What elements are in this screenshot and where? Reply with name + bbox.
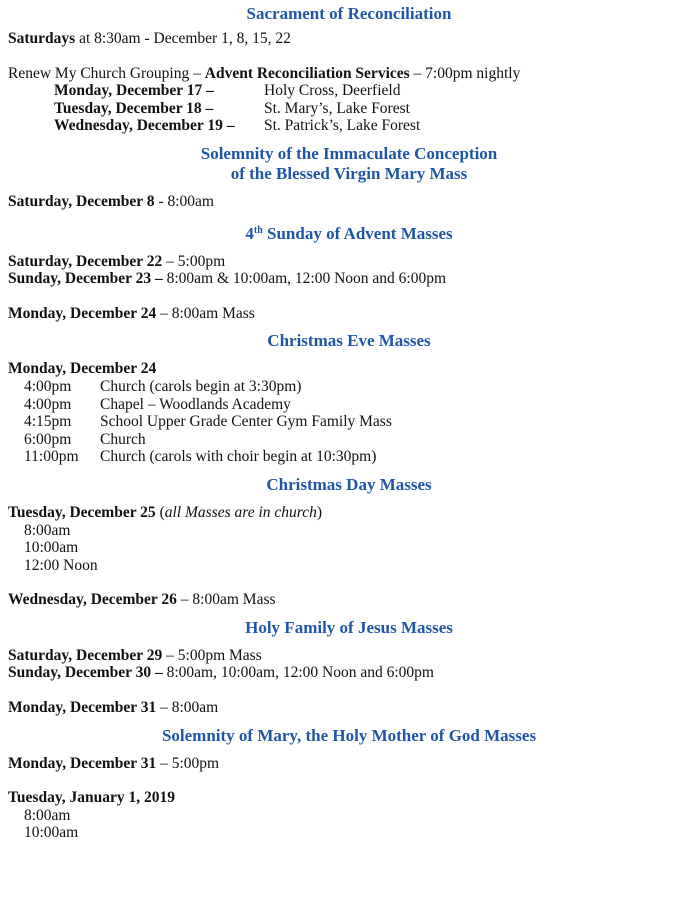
saturdays-text: at 8:30am - December 1, 8, 15, 22 — [75, 30, 291, 47]
wednesday-text: – 8:00am Mass — [176, 591, 276, 609]
holy-family-row-text: 8:00am, 10:00am, 12:00 Noon and 6:00pm — [162, 664, 434, 682]
christmas-day-date: Tuesday, December 25 — [8, 503, 156, 521]
mass-location: Church — [100, 430, 146, 448]
christmas-day-date-line — [8, 504, 680, 522]
mass-time: 6:00pm — [24, 430, 72, 448]
holy-family-monday-date: Monday, December 31 — [8, 699, 157, 717]
mass-time: 4:00pm — [24, 377, 72, 395]
christmas-eve-item — [8, 448, 680, 466]
christmas-eve-item — [8, 431, 680, 449]
service-row — [8, 82, 680, 100]
reconciliation-heading: Sacrament of Reconciliation — [246, 4, 452, 23]
immaculate-date: Saturday, December 8 — [8, 192, 155, 210]
schedule-page — [8, 4, 680, 842]
advent4-heading — [18, 224, 680, 244]
holy-family-row-date: Sunday, December 30 – — [8, 664, 163, 682]
christmas-day-note: all Masses are in church — [164, 503, 317, 521]
christmas-day-time: 12:00 Noon — [24, 556, 98, 574]
january-time: 10:00am — [24, 824, 79, 842]
saturdays-line — [8, 30, 680, 48]
service-day: Monday, December 17 – — [54, 82, 214, 100]
advent4-row-date: Sunday, December 23 – — [8, 270, 163, 288]
service-place: St. Patrick’s, Lake Forest — [264, 117, 421, 135]
christmas-eve-item — [8, 413, 680, 431]
holy-family-monday-text: – 8:00am — [156, 699, 219, 717]
mary-mother-monday-text: – 5:00pm — [156, 754, 220, 772]
advent4-row-text: 8:00am & 10:00am, 12:00 Noon and 6:00pm — [162, 270, 447, 288]
grouping-prefix: Renew My Church Grouping – — [8, 64, 205, 82]
mass-location: Church (carols begin at 3:30pm) — [100, 377, 302, 395]
advent4-title-rest: Sunday of Advent Masses — [262, 223, 453, 243]
mary-mother-heading: Solemnity of Mary, the Holy Mother of God Masses — [161, 725, 537, 745]
holy-family-heading: Holy Family of Jesus Masses — [245, 617, 453, 637]
immaculate-time: - 8:00am — [154, 192, 214, 210]
service-row — [8, 100, 680, 118]
grouping-bold: Advent Reconciliation Services — [204, 64, 410, 82]
advent4-row-date: Saturday, December 22 — [8, 252, 163, 270]
mass-location: Church (carols with choir begin at 10:30pm) — [100, 448, 377, 466]
mass-location: School Upper Grade Center Gym Family Mass — [100, 413, 392, 431]
advent4-row — [8, 270, 680, 288]
wednesday-line — [8, 591, 680, 609]
mary-mother-monday-line — [8, 755, 680, 773]
january-date: Tuesday, January 1, 2019 — [8, 789, 175, 807]
christmas-day-note-close: ) — [316, 503, 323, 521]
advent4-number: 4 — [245, 223, 254, 243]
advent4-monday-date: Monday, December 24 — [8, 304, 157, 322]
christmas-eve-heading: Christmas Eve Masses — [267, 331, 431, 351]
advent4-monday-text: – 8:00am Mass — [156, 304, 255, 322]
holy-family-row — [8, 664, 680, 682]
grouping-line — [8, 65, 680, 83]
advent4-monday-line — [8, 305, 680, 323]
christmas-day-heading: Christmas Day Masses — [266, 474, 432, 494]
christmas-eve-item — [8, 378, 680, 396]
january-time: 8:00am — [24, 806, 71, 824]
christmas-eve-date — [8, 360, 680, 378]
christmas-day-time: 8:00am — [24, 521, 71, 539]
mass-location: Chapel – Woodlands Academy — [100, 395, 291, 413]
service-day: Wednesday, December 19 – — [54, 117, 235, 135]
christmas-day-note-open: ( — [155, 503, 165, 521]
service-place: St. Mary’s, Lake Forest — [264, 99, 410, 117]
immaculate-date-line — [8, 193, 680, 211]
mary-mother-monday-date: Monday, December 31 — [8, 754, 157, 772]
holy-family-row-date: Saturday, December 29 — [8, 646, 163, 664]
christmas-eve-item — [8, 396, 680, 414]
service-row — [8, 117, 680, 135]
immaculate-heading-line1: Solemnity of the Immaculate Conception — [200, 143, 498, 163]
holy-family-row — [8, 647, 680, 665]
mass-time: 4:00pm — [24, 395, 72, 413]
january-date-line — [8, 789, 680, 807]
service-place: Holy Cross, Deerfield — [264, 82, 401, 100]
saturdays-label: Saturdays — [8, 30, 76, 47]
advent4-superscript: th — [253, 224, 263, 236]
advent4-row — [8, 253, 680, 271]
holy-family-row-text: – 5:00pm Mass — [162, 646, 262, 664]
service-day: Tuesday, December 18 – — [54, 99, 214, 117]
holy-family-monday-line — [8, 699, 680, 717]
christmas-eve-date-text: Monday, December 24 — [8, 360, 157, 378]
mass-time: 4:15pm — [24, 413, 72, 431]
christmas-day-time: 10:00am — [24, 539, 79, 557]
immaculate-heading-line2: of the Blessed Virgin Mary Mass — [230, 163, 468, 183]
grouping-suffix: – 7:00pm nightly — [409, 64, 521, 82]
wednesday-date: Wednesday, December 26 — [8, 591, 177, 609]
mass-time: 11:00pm — [24, 448, 79, 466]
advent4-row-text: – 5:00pm — [162, 252, 226, 270]
